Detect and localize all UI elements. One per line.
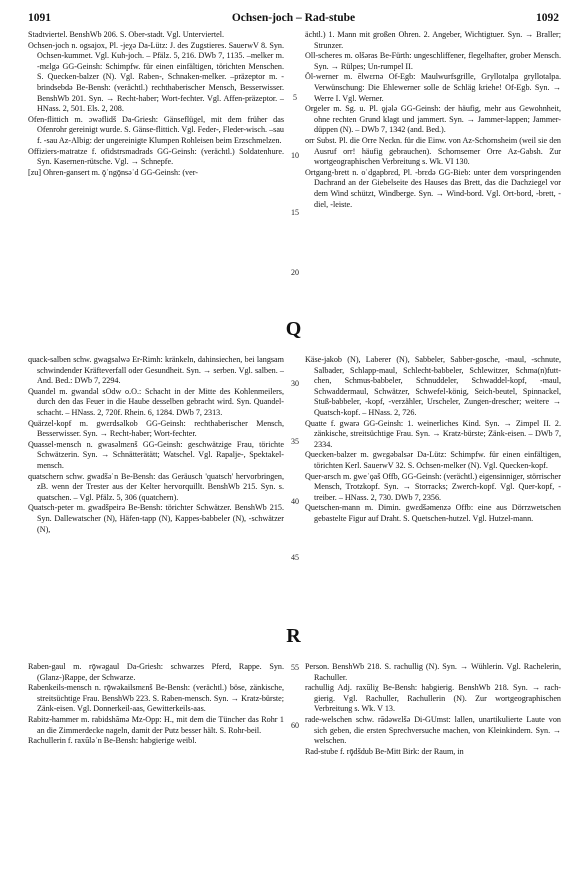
entry: Öl-werner m. ēlwɛrnǝ Of-Egb: Maulwurfsgrille, Gryllotalpa gryllotalpa. Verwünschung: Die Ehlewerner solle de Schläg kriehe! Of-Egb. Syn. → Werre I. Vgl. Werner. [305, 72, 561, 103]
entry: Ofen-flittich m. ɔwǝflidš Da-Griesh: Gänseflügel, mit dem früher das Ofenrohr gereinigt wurde. S. Gänse-flittich. Vgl. Feder-, Fleder-wisch. –sau f. -sau Az-Albig: der ungereinigte Klumpen Rohleisen beim Erzschmelzen. [28, 114, 284, 145]
entry: Quetschen-mann m. Dimin. gwɛdšǝmenzǝ Offb: eine aus Dörrzwetschen gebastelte Figur auf Draht. S. Quetschen-hutzel. Vgl. Hutzel-mann. [305, 503, 561, 523]
entry: rachullig Adj. raxūliχ Be-Bensh: habgierig. BenshWb 218. Syn. → rach-gierig. Vgl. Rachuller, Rachullerin (N). Zur wortgeographischen Verbreitung s. Wk. V 13. [305, 683, 561, 714]
entry: Quatsch-peter m. gwadšpeirǝ Be-Bensh: törichter Schwätzer. BenshWb 215. Syn. Dallewatscher (N), Häfen-tapp (N), Kappes-babbeler (N), -schwätzer (N), [28, 503, 284, 534]
section-letter-r: R [286, 625, 301, 647]
entry: quack-salben schw. gwagsalwǝ Er-Rimh: kränkeln, dahinsiechen, bei langsam schwindender Kräfteverfall oder Gesundheit. Syn. → serben. Vgl. salben. – And. Bed.: DWb 7, 2294. [28, 355, 284, 386]
line-number: 55 [291, 663, 299, 672]
entry: Ochsen-joch n. ogsajox, Pl. -jeχǝ Da-Lütz: J. des Zugstieres. SauerwV 8. Syn. Ochsen-kummet. Vgl. Kuh-joch. – Pfälz. 5, 216. DWb 7, 1135. –melker m. -mɛlgǝ GG-Geinsh: Schimpfw. für einen einfältigen, törichten Menschen. S. Quecken-balzer (N). Vgl. Raben-, Schnaken-melker. –präzeptor m. -brindsebdǝ Be-Bensh: (verächtl.) rechthaberischer Mensch, Besserwisser. BenshWb 201. Syn. → Recht-haber; Wort-fechter. Vgl. Affen-präzeptor. – HNass. 2, 501. Els. 2, 208. [28, 40, 284, 114]
entry: Quärzel-kopf m. gwɛrdsǝlkob GG-Geinsh: rechthaberischer Mensch, Besserwisser. Syn. → Recht-haber; Wort-fechter. [28, 418, 284, 439]
entry: Quassel-mensch n. gwasǝlmɛnš GG-Geinsh: geschwätzige Frau, törichte Schwätzerin. Syn. → Schnätterätätt; Watschel. Vgl. Rapalje-, Spektakel-mensch. [28, 439, 284, 470]
page-number-right: 1092 [536, 12, 559, 24]
entry: Ortgang-brett n. oˈdgapbrɛd, Pl. -brɛdǝ GG-Bieb: unter dem vorspringenden Dachrand an der Giebelseite des Hauses das Brett, das die Dachziegel vor dem Wind schützt, Windberge. Syn. → Wind-bord. Vgl. Ort-bord, -brett, -diel, -leiste. [305, 167, 561, 209]
entry: Raben-gaul m. rǭwǝgaul Da-Griesh: schwarzes Pferd, Rappe. Syn. (Glanz-)Rappe, der Schwarze. [28, 662, 284, 682]
entry: Oll-scheres m. olšǝras Be-Fürth: ungeschliffener, flegelhafter, grober Mensch. Syn. → Rülpes; Un-rumpel II. [305, 51, 561, 71]
column-top-right [305, 30, 561, 210]
entry: Quecken-balzer m. gwɛgǝbalsǝr Da-Lütz: Schimpfw. für einen einfältigen, törichten Kerl. SauerwV 32. S. Ochsen-melker (N). Vgl. Quecken-kopf. [305, 450, 561, 470]
line-number: 60 [291, 721, 299, 730]
entry: orr Subst. Pl. die Orre Neckn. für die Einw. von Az-Schornsheim (weil sie den Ausruf orr! häufig gebrauchen). Schornsemer Orre Az-Gabsh. Zur wortgeographischen Verbreitung s. Wk. VI 130. [305, 135, 561, 167]
entry: Rabenkeils-mensch n. rǭwǝkailsmɛnš Be-Bensh: (verächtl.) böse, zänkische, streitsüchtige Frau. BenshWb 223. S. Raben-mensch. Syn. → Kratz-bürste; Zänk-eisen. Vgl. Donnerkeil-aas, Gewitterkeils-aas. [28, 683, 284, 714]
line-number: 10 [291, 151, 299, 160]
entry: Rad-stube f. rǭdšdub Be-Mitt Birk: der Raum, in [305, 746, 464, 756]
entry: Quatte f. gwarǝ GG-Geinsh: 1. weinerliches Kind. Syn. → Zimpel II. 2. zänkische, streitsüchtige Frau. Syn. → Kratz-bürste; Zänk-eisen. – DWb 7, 2334. [305, 418, 561, 449]
entry: quatschern schw. gwadšǝˈn Be-Bensh: das Geräusch 'quatsch' hervorbringen, zB. wenn der Trester aus der Kelter hervorquillt. BenshWb 215. Syn. s. quatschen. – Vgl. Pfälz. 5, 306 (quatchern). [28, 471, 284, 502]
line-number: 15 [291, 208, 299, 217]
line-number: 45 [291, 553, 299, 562]
section-letter-q: Q [285, 318, 302, 340]
page-number-left: 1091 [28, 12, 51, 24]
column-q-right [305, 355, 561, 525]
entry: Quandel m. gwandǝl sOdw o.O.: Schacht in der Mitte des Kohlenmeilers, durch den das Feuer in die Haube desselben gebracht wird. Syn. Quandel-schacht. – HNass. 2, 720f. Rhein. 6, 1284. DWb 7, 2313. [28, 386, 284, 417]
line-number: 5 [293, 93, 297, 102]
page-header [28, 12, 559, 28]
line-number: 20 [291, 268, 299, 277]
entry: Stadtviertel. BenshWb 206. S. Ober-stadt. Vgl. Unterviertel. [28, 30, 225, 39]
entry: Rabitz-hammer m. rabidshāmǝ Mz-Opp: H., mit dem die Tüncher das Rohr 1 an die Zimmerdecke nageln, damit der Putz besser hält. S. Rohr-beil. [28, 714, 284, 735]
entry: Quer-arsch m. gweˈǫaš Offb, GG-Geinsh: (verächtl.) eigensinniger, störrischer Mensch, Trotzkopf. Syn. → Storracks; Zwerch-kopf. Vgl. Quer-kopf, -treiber. – HNass. 2, 730. DWb 7, 2356. [305, 471, 561, 502]
entry: Rachullerin f. raxūlǝˈn Be-Bensh: habgierige weibl. [28, 736, 197, 746]
entry: rade-welschen schw. rādǝwɛlšǝ Di-GUmst: lallen, unartikulierte Laute von sich geben, die ersten Sprechversuche machen, von Kleinkindern. Syn. → welschen. [305, 714, 561, 746]
entry: Offiziers-matratze f. ofidstrsmadrads GG-Geinsh: (verächtl.) Soldatenhure. Syn. Kasernen-rütsche. Vgl. → Schnepfe. [28, 146, 284, 167]
entry: Orgeler m. Sg. u. Pl. ǫjǝlǝ GG-Geinsh: der häufig, mehr aus Gewohnheit, ohne rechten Grund klagt und jammert. Syn. → Jammer-lappen; Jammer-düppen (N). – DWb 7, 1342 (and. Bed.). [305, 104, 561, 135]
column-top-left [28, 30, 284, 178]
line-number: 40 [291, 497, 299, 506]
entry: ächtl.) 1. Mann mit großen Ohren. 2. Angeber, Wichtigtuer. Syn. → Braller; Strunzer. [305, 30, 561, 50]
column-q-left [28, 355, 284, 535]
entry: [zu] Ohren-gansert m. ǭˈngǭnsǝˈd GG-Geinsh: (ver- [28, 167, 198, 177]
line-number: 30 [291, 379, 299, 388]
line-number: 35 [291, 437, 299, 446]
entry: Person. BenshWb 218. S. rachullig (N). Syn. → Wühlerin. Vgl. Rachelerin, Rachuller. [305, 662, 561, 682]
entry: Käse-jakob (N), Laberer (N), Sabbeler, Sabber-gosche, -maul, -schnute, Salbader, Schlapp-maul, Schlecht-babbeler, Schlewitzer, Schma(n)futt-chen, Schmus-babbeler, Schnuddeler, Schwaddel-kopf, -maul, Schwaddermaul, Schwätzer, Schwefel-könig, Seich-beutel, Spinnackel, Stuß-babbeler, -kopf, -verzähler, Urscheler, Zungen-drescher; weitere → Quatsch-kopf. – HNass. 2, 726. [305, 355, 561, 417]
column-r-left [28, 662, 284, 747]
column-r-right [305, 662, 561, 757]
running-head: Ochsen-joch – Rad-stube [231, 12, 356, 24]
